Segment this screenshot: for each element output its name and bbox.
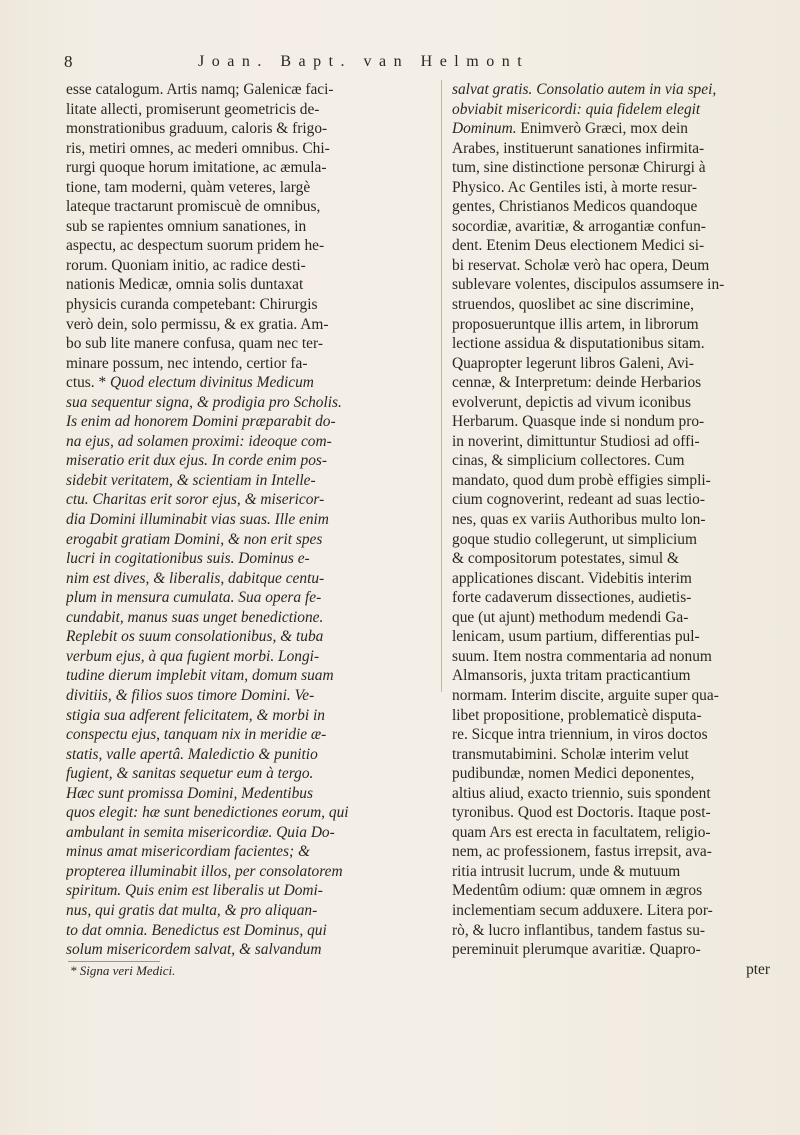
left-column-line: Replebit os suum consolationibus, & tuba [66,628,324,646]
left-column-line: lucri in cogitationibus suis. Dominus e- [66,550,310,568]
left-column-line: sidebit veritatem, & scientiam in Intelle- [66,471,316,489]
right-column-line: applicationes discant. Videbitis interim [452,569,692,587]
right-column-line: altius aliud, exacto triennio, suis spondent [452,784,711,802]
running-head [60,52,760,76]
left-column-line: minus amat misericordiam facientes; & [66,843,310,861]
left-column-line: nim est dives, & liberalis, dabitque centu- [66,569,325,587]
left-column-line: bo sub lite manere confusa, quam nec ter- [66,335,323,353]
right-column-line: ritia intrusit lucrum, unde & mutuum [452,862,681,880]
right-column-line: que (ut ajunt) methodum medendi Ga- [452,608,689,626]
right-column-line: rò, & lucro inflantibus, tandem fastus su- [452,921,706,939]
right-column-line: evolverunt, depictis ad vivum iconibus [452,393,691,411]
page-number: 8 [64,52,73,71]
left-column-line: ambulant in semita misericordiæ. Quia Do- [66,823,335,841]
left-column-line: cundabit, manus suas unget benedictione. [66,608,324,626]
left-column-line: lateque tractarunt promiscuè de omnibus, [66,198,321,216]
left-column-line: sub se rapientes omnium sanationes, in [66,217,307,235]
right-column-line: pereminuit plerumque avaritiæ. Quapro- [452,941,701,959]
right-column-line: Quapropter legerunt libros Galeni, Avi- [452,354,695,372]
left-column-line: statis, valle apertâ. Maledictio & punitio [66,745,318,763]
left-column-line: ris, metiri omnes, ac mederi omnibus. Chi- [66,139,330,157]
left-column-line: sua sequentur signa, & prodigia pro Scholis. [66,393,342,411]
right-column-line: transmutabimini. Scholæ interim velut [452,745,689,763]
left-column-line: solum misericordem salvat, & salvandum [66,941,322,959]
left-column-line: conspectu ejus, tanquam nix in meridie æ- [66,726,327,744]
left-column-line: miseratio erit dux ejus. In corde enim pos- [66,452,328,470]
right-column-line: nem, ac professionem, fastus irrepsit, ava- [452,843,712,861]
catchword: pter [746,960,770,978]
right-column-line: libet propositione, problematicè disputa- [452,706,702,724]
right-column-line: inclementiam secum adduxere. Litera por- [452,901,713,919]
left-text-column [66,80,428,979]
left-column-line: monstrationibus graduum, caloris & frigo- [66,120,328,138]
right-column-line: nes, quas ex variis Authoribus multo lon- [452,511,706,529]
left-column-line: to dat omnia. Benedictus est Dominus, qui [66,921,327,939]
left-column-line: nus, qui gratis dat multa, & pro aliquan- [66,901,318,919]
left-column-line: verò dein, solo permissu, & ex gratia. Am- [66,315,329,333]
left-column-line: dia Domini illuminabit vias suas. Ille enim [66,511,329,529]
right-column-line: bi reservat. Scholæ verò hac opera, Deum [452,256,710,274]
left-column-line: tudine dierum implebit vitam, domum suam [66,667,334,685]
right-column-line: cium cognoverint, redeant ad suas lectio- [452,491,705,509]
right-column-line: gentes, Christianos Medicos quandoque [452,198,698,216]
left-column-line: nationis Medicæ, omnia solis duntaxat [66,276,304,294]
left-column-line: esse catalogum. Artis namq; Galenicæ faci- [66,81,334,98]
right-column-line: mandato, quod dum probè effigies simpli- [452,471,711,489]
right-column-line: Dominum. Enimverò Græci, mox dein [452,120,688,138]
right-column-line: forte cadaverum dissectiones, audietis- [452,589,692,607]
right-column-line: cinas, & simplicium collectores. Cum [452,452,685,470]
right-column-line: quam Ars est erecta in facultatem, religio- [452,823,711,841]
left-column-line: erogabit gratiam Domini, & non erit spes [66,530,323,548]
right-column-line: & compositorum potestates, simul & [452,550,679,568]
left-column-line: quos elegit: hæ sunt benedictiones eorum, qui [66,804,349,822]
right-column-line: re. Sicque intra triennium, in viros doctos [452,726,708,744]
right-column-line: normam. Interim discite, arguite super qua- [452,686,719,704]
right-text-column [452,80,770,979]
left-column-line: spiritum. Quis enim est liberalis ut Domi- [66,882,323,900]
right-column-line: Physico. Ac Gentiles isti, à morte resur- [452,178,698,196]
right-column-line: Herbarum. Quasque inde si nondum pro- [452,413,705,431]
right-column-line: Arabes, instituerunt sanationes infirmita- [452,139,705,157]
right-column-line: salvat gratis. Consolatio autem in via spei, [452,81,717,98]
left-column-line: rorum. Quoniam initio, ac radice desti- [66,256,306,274]
left-column-line: divitiis, & filios suos timore Domini. Ve- [66,686,315,704]
right-column-line: lenicam, usum partium, differentias pul- [452,628,700,646]
left-column-line: physicis curanda competebant: Chirurgis [66,296,318,314]
right-column-line: struendos, quoslibet ac sine discrimine, [452,296,694,314]
right-column-line: Medentûm odium: quæ omnem in ægros [452,882,703,900]
left-column-line: rurgi quoque horum imitatione, ac æmula- [66,159,327,177]
left-column-line: ctus. * Quod electum divinitus Medicum [66,374,314,392]
right-column-line: suum. Item nostra commentaria ad nonum [452,647,712,665]
right-column-line: pudibundæ, nomen Medici deponentes, [452,765,695,783]
right-column-line: cennæ, & Interpretum: deinde Herbarios [452,374,702,392]
right-column-line: goque studio collegerunt, ut simplicium [452,530,697,548]
left-column-line: stigia sua adferent felicitatem, & morbi in [66,706,325,724]
left-column-line: fugient, & sanitas sequetur eum à tergo. [66,765,314,783]
right-column-line: tum, sine distinctione personæ Chirurgi à [452,159,706,177]
left-column-line: aspectu, ac despectum suorum pridem he- [66,237,325,255]
right-column-line: in noverint, dimittuntur Studiosi ad offi- [452,432,700,450]
left-column-line: na ejus, ad solamen proximi: ideoque com- [66,432,332,450]
left-column-line: litate allecti, promiserunt geometricis de- [66,100,320,118]
right-column-line: sublevare volentes, discipulos assumsere in- [452,276,725,294]
left-column-line: minare possum, nec intendo, certior fa- [66,354,308,372]
right-column-line: obviabit misericordi: quia fidelem elegit [452,100,701,118]
left-column-line: verbum ejus, à qua fugient morbi. Longi- [66,647,320,665]
margin-footnote: * Signa veri Medici. [70,962,176,978]
right-column-line: socordiæ, avaritiæ, & arrogantiæ confun- [452,217,706,235]
left-column-line: Is enim ad honorem Domini præparabit do- [66,413,336,431]
right-column-line: dent. Etenim Deus electionem Medici si- [452,237,705,255]
right-column-line: Almansoris, juxta tritam practicantium [452,667,691,685]
right-column-line: proposueruntque illis artem, in librorum [452,315,699,333]
left-column-line: Hæc sunt promissa Domini, Medentibus [66,784,313,802]
running-head-author: Joan. Bapt. van Helmont [198,53,530,70]
left-column-line: propterea illuminabit illos, per consolatorem [66,862,343,880]
left-column-line: ctu. Charitas erit soror ejus, & misericor- [66,491,325,509]
column-divider [441,80,442,692]
left-column-line: tione, tam moderni, quàm veteres, largè [66,178,311,196]
right-column-line: lectione assidua & disputationibus sitam. [452,335,705,353]
left-column-line: plum in mensura cumulata. Sua opera fe- [66,589,322,607]
right-column-line: tyronibus. Quod est Doctoris. Itaque post- [452,804,711,822]
